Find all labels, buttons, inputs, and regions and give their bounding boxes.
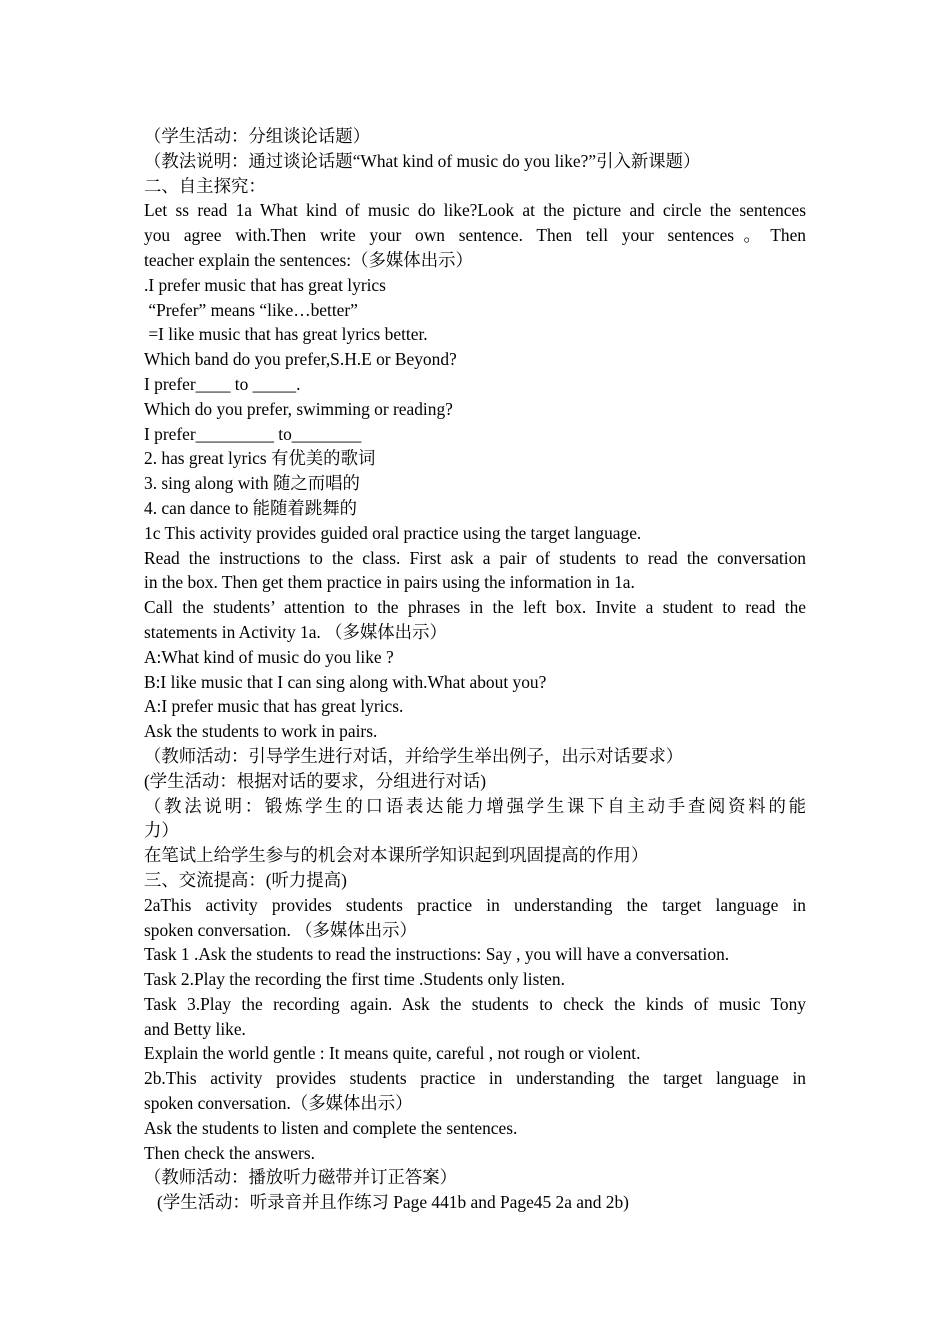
text-line: 在笔试上给学生参与的机会对本课所学知识起到巩固提高的作用） bbox=[144, 845, 649, 866]
text-line: (学生活动：根据对话的要求，分组进行对话) bbox=[144, 770, 487, 791]
text-line: Which do you prefer, swimming or reading? bbox=[144, 398, 453, 419]
text-line: A:I prefer music that has great lyrics. bbox=[144, 696, 404, 717]
text-line: I prefer_________ to________ bbox=[144, 423, 362, 444]
text-line: statements in Activity 1a. （多媒体出示） bbox=[144, 621, 447, 642]
text-line: 1c This activity provides guided oral practice using the target language. bbox=[144, 522, 642, 543]
text-line: B:I like music that I can sing along with.What about you? bbox=[144, 671, 547, 692]
text-line: spoken conversation.（多媒体出示） bbox=[144, 1093, 413, 1114]
text-line: （教师活动：引导学生进行对话，并给学生举出例子，出示对话要求） bbox=[144, 745, 684, 766]
text-line: I prefer____ to _____. bbox=[144, 373, 301, 394]
document-body bbox=[144, 124, 806, 1215]
text-line: 4. can dance to 能随着跳舞的 bbox=[144, 497, 357, 518]
text-line: Ask the students to work in pairs. bbox=[144, 721, 378, 742]
text-line: Task 1 .Ask the students to read the instructions: Say , you will have a conversation. bbox=[144, 944, 730, 965]
text-line: （教法说明：锻炼学生的口语表达能力增强学生课下自主动手查阅资料的能 bbox=[144, 795, 806, 816]
text-line: “Prefer” means “like…better” bbox=[144, 299, 358, 320]
text-line: spoken conversation. （多媒体出示） bbox=[144, 919, 417, 940]
text-line: 2. has great lyrics 有优美的歌词 bbox=[144, 448, 376, 469]
text-line: Explain the world gentle : It means quite, careful , not rough or violent. bbox=[144, 1043, 641, 1064]
text-line: 2aThis activity provides students practice in understanding the target language in bbox=[144, 894, 806, 915]
text-line: （教法说明：通过谈论话题“What kind of music do you like?”引入新课题） bbox=[144, 150, 701, 171]
text-line: Task 2.Play the recording the first time .Students only listen. bbox=[144, 969, 565, 990]
text-line: .I prefer music that has great lyrics bbox=[144, 274, 386, 295]
text-line: Let ss read 1a What kind of music do like?Look at the picture and circle the sentences bbox=[144, 200, 806, 221]
text-line: Ask the students to listen and complete the sentences. bbox=[144, 1117, 518, 1138]
text-line: 三、交流提高：(听力提高) bbox=[144, 869, 347, 890]
text-line: and Betty like. bbox=[144, 1018, 246, 1039]
text-line: Then check the answers. bbox=[144, 1142, 315, 1163]
text-line: 力） bbox=[144, 820, 179, 841]
text-line: 二、自主探究： bbox=[144, 175, 266, 196]
text-line: （学生活动：分组谈论话题） bbox=[144, 126, 371, 146]
text-line: Read the instructions to the class. First ask a pair of students to read the conversation bbox=[144, 547, 806, 568]
text-line: Task 3.Play the recording again. Ask the students to check the kinds of music Tony bbox=[144, 993, 806, 1014]
text-line: teacher explain the sentences:（多媒体出示） bbox=[144, 249, 473, 270]
text-line: Call the students’ attention to the phrases in the left box. Invite a student to read the bbox=[144, 597, 806, 618]
text-line: you agree with.Then write your own sentence. Then tell your sentences。Then bbox=[144, 225, 806, 246]
text-line: 3. sing along with 随之而唱的 bbox=[144, 473, 360, 494]
text-line: Which band do you prefer,S.H.E or Beyond? bbox=[144, 349, 457, 370]
text-line: (学生活动：听录音并且作练习 Page 441b and Page45 2a and 2b) bbox=[144, 1192, 629, 1213]
text-line: A:What kind of music do you like ? bbox=[144, 646, 394, 667]
text-line: in the box. Then get them practice in pairs using the information in 1a. bbox=[144, 572, 635, 593]
text-line: 2b.This activity provides students practice in understanding the target language in bbox=[144, 1068, 806, 1089]
text-line: （教师活动：播放听力磁带并订正答案） bbox=[144, 1167, 458, 1188]
text-line: =I like music that has great lyrics better. bbox=[144, 324, 428, 345]
